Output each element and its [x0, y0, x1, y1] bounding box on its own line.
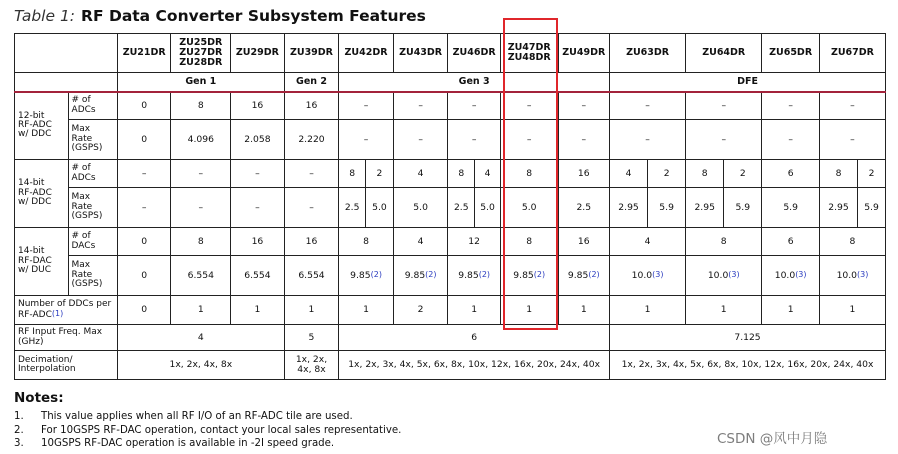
note-ref: (1)	[51, 308, 64, 318]
note-ref: (3)	[857, 269, 869, 279]
row-label: Max Rate (GSPS)	[68, 120, 117, 160]
col-zu64dr: ZU64DR	[686, 34, 762, 73]
note-ref: (2)	[425, 269, 437, 279]
note-ref: (3)	[795, 269, 807, 279]
notes-heading: Notes:	[14, 390, 64, 406]
row-label: Max Rate (GSPS)	[68, 256, 117, 296]
col-zu21dr: ZU21DR	[117, 34, 171, 73]
freq-label: RF Input Freq. Max (GHz)	[15, 325, 118, 351]
table-title: RF Data Converter Subsystem Features	[81, 7, 426, 25]
table-row: Decimation/ Interpolation 1x, 2x, 4x, 8x 1x, 2x, 4x, 8x 1x, 2x, 3x, 4x, 5x, 6x, 8x, 10x, 12x, 16x, 20x, 24x, 40x 1x, 2x, 3x, 4x, 5x, 6x, 8x, 10x, 12x, 16x, 20x, 24x, 40x	[15, 351, 886, 380]
table-row: RF Input Freq. Max (GHz) 4 5 6 7.125	[15, 325, 886, 351]
col-zu47-48dr: ZU47DR ZU48DR	[500, 34, 558, 73]
note-ref: (2)	[533, 269, 546, 279]
note-ref: (2)	[370, 269, 382, 279]
decim-label: Decimation/ Interpolation	[15, 351, 118, 380]
corner-cell	[15, 34, 118, 73]
col-zu46dr: ZU46DR	[448, 34, 501, 73]
watermark: CSDN @风中月隐	[717, 431, 828, 447]
col-zu43dr: ZU43DR	[393, 34, 448, 73]
col-zu25-27-28dr: ZU25DR ZU27DR ZU28DR	[171, 34, 231, 73]
note-item: 3. 10GSPS RF-DAC operation is available in -2I speed grade.	[14, 438, 335, 449]
row-label: # of ADCs	[68, 160, 117, 188]
col-zu49dr: ZU49DR	[558, 34, 609, 73]
row-label: # of ADCs	[68, 92, 117, 120]
gen2-label: Gen 2	[284, 73, 339, 92]
note-ref: (3)	[652, 269, 664, 279]
table-row: 14-bit RF-DAC w/ DUC # of DACs 0 8 16 16 8 4 12 8 16 4 8 6 8	[15, 228, 886, 256]
features-table	[14, 33, 886, 380]
col-zu67dr: ZU67DR	[819, 34, 885, 73]
note-item: 2. For 10GSPS RF-DAC operation, contact your local sales representative.	[14, 424, 402, 436]
table-number: Table 1:	[14, 7, 76, 25]
generation-row	[15, 73, 886, 92]
note-ref: (2)	[478, 269, 491, 279]
table-row: 14-bit RF-ADC w/ DDC # of ADCs – – – – 8 2 4 8 4 8 16 4 2 8 2 6 8 2	[15, 160, 886, 188]
table-row: Max Rate (GSPS) 0 6.554 6.554 6.554 9.85(2) 9.85(2) 9.85(2) 9.85(2) 9.85(2) 10.0(3) 10.0(3) 10.0(3) 10.0(3)	[15, 256, 886, 296]
row-label: # of DACs	[68, 228, 117, 256]
note-ref: (2)	[588, 269, 600, 279]
table-row: Number of DDCs per RF-ADC(1) 0 1 1 1 1 2 1 1 1 1 1 1 1	[15, 296, 886, 325]
row-label: Max Rate (GSPS)	[68, 188, 117, 228]
table-caption	[14, 7, 426, 25]
dfe-label: DFE	[610, 73, 886, 92]
col-zu63dr: ZU63DR	[610, 34, 686, 73]
header-row	[15, 34, 886, 73]
group-label: 14-bit RF-ADC w/ DDC	[15, 160, 69, 228]
group-label: 14-bit RF-DAC w/ DUC	[15, 228, 69, 296]
table-row: Max Rate (GSPS) – – – – 2.5 5.0 5.0 2.5 5.0 5.0 2.5 2.95 5.9 2.95 5.9 5.9 2.95 5.9	[15, 188, 886, 228]
note-item: 1. This value applies when all RF I/O of an RF-ADC tile are used.	[14, 411, 353, 422]
col-zu65dr: ZU65DR	[762, 34, 820, 73]
ddc-label: Number of DDCs per RF-ADC(1)	[15, 296, 118, 325]
table-row: Max Rate (GSPS) 0 4.096 2.058 2.220 – – – – – – – – –	[15, 120, 886, 160]
col-zu29dr: ZU29DR	[231, 34, 285, 73]
gen3-label: Gen 3	[339, 73, 610, 92]
col-zu39dr: ZU39DR	[284, 34, 339, 73]
table-row: 12-bit RF-ADC w/ DDC # of ADCs 0 8 16 16 – – – – – – – – –	[15, 92, 886, 120]
col-zu42dr: ZU42DR	[339, 34, 394, 73]
group-label: 12-bit RF-ADC w/ DDC	[15, 92, 69, 160]
note-ref: (3)	[728, 269, 740, 279]
gen1-label: Gen 1	[117, 73, 284, 92]
